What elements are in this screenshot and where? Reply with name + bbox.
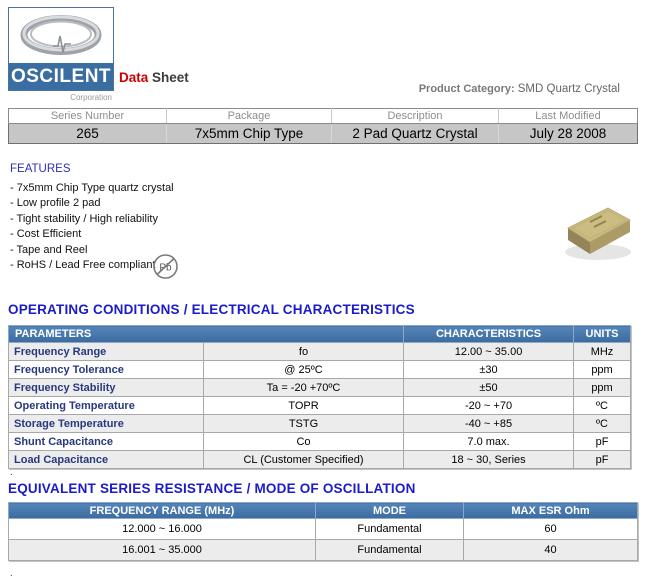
esr-mode: Fundamental <box>316 540 464 561</box>
info-value-row <box>9 124 638 144</box>
table-row <box>9 519 638 540</box>
product-category-label: Product Category: <box>418 83 515 95</box>
feature-item: - Tape and Reel <box>10 243 88 256</box>
table-row <box>9 343 631 361</box>
col-series-number: Series Number <box>9 109 167 124</box>
features-list <box>10 181 174 273</box>
spec-header-row <box>9 326 631 343</box>
table-row <box>9 361 631 379</box>
param-unit: ºC <box>574 415 631 433</box>
param-symbol: CL (Customer Specified) <box>204 451 404 469</box>
product-info-table <box>8 108 638 144</box>
col-description: Description <box>332 109 499 124</box>
param-unit: pF <box>574 433 631 451</box>
pb-free-icon <box>152 253 179 280</box>
param-value: ±30 <box>404 361 574 379</box>
separator-dot: . <box>10 467 13 478</box>
title-word-sheet: Sheet <box>152 70 189 85</box>
param-unit: MHz <box>574 343 631 361</box>
features-heading: FEATURES <box>10 163 71 175</box>
param-unit: ppm <box>574 379 631 397</box>
oscilent-ellipse-swoosh-icon <box>9 8 113 63</box>
param-name: Load Capacitance <box>9 451 204 469</box>
feature-item: - 7x5mm Chip Type quartz crystal <box>10 182 174 194</box>
separator-dot: . <box>10 568 13 579</box>
col-parameters: PARAMETERS <box>9 326 404 343</box>
smd-chip-photo <box>556 202 640 264</box>
param-name: Shunt Capacitance <box>9 433 204 451</box>
param-unit: pF <box>574 451 631 469</box>
page-title <box>119 70 189 85</box>
col-max-esr: MAX ESR Ohm <box>464 503 638 519</box>
col-characteristics: CHARACTERISTICS <box>404 326 574 343</box>
param-value: ±50 <box>404 379 574 397</box>
esr-max-value: 40 <box>464 540 638 561</box>
param-symbol: Co <box>204 433 404 451</box>
table-row <box>9 379 631 397</box>
param-symbol: TSTG <box>204 415 404 433</box>
feature-item: - RoHS / Lead Free compliant <box>10 258 156 271</box>
feature-item: - Cost Efficient <box>10 228 82 241</box>
series-number-value: 265 <box>9 124 167 144</box>
param-symbol: fo <box>204 343 404 361</box>
svg-text:Pb: Pb <box>159 262 172 274</box>
feature-item: - Low profile 2 pad <box>10 197 101 210</box>
param-unit: ºC <box>574 397 631 415</box>
param-symbol: TOPR <box>204 397 404 415</box>
last-modified-value: July 28 2008 <box>499 124 638 144</box>
param-symbol: Ta = -20 +70ºC <box>204 379 404 397</box>
col-units: UNITS <box>574 326 631 343</box>
param-value: 7.0 max. <box>404 433 574 451</box>
param-value: 12.00 ~ 35.00 <box>404 343 574 361</box>
logo-corporation-label: Corporation <box>70 93 112 102</box>
param-name: Frequency Range <box>9 343 204 361</box>
param-unit: ppm <box>574 361 631 379</box>
param-name: Operating Temperature <box>9 397 204 415</box>
col-mode: MODE <box>316 503 464 519</box>
esr-header-row <box>9 503 638 519</box>
param-value: -40 ~ +85 <box>404 415 574 433</box>
param-symbol: @ 25ºC <box>204 361 404 379</box>
table-row <box>9 540 638 561</box>
esr-frequency-range: 16.001 ~ 35.000 <box>9 540 316 561</box>
package-value: 7x5mm Chip Type <box>167 124 332 144</box>
logo-wordmark: OSCILENT <box>9 63 113 90</box>
param-name: Frequency Tolerance <box>9 361 204 379</box>
table-row <box>9 415 631 433</box>
param-name: Storage Temperature <box>9 415 204 433</box>
esr-frequency-range: 12.000 ~ 16.000 <box>9 519 316 540</box>
product-category <box>419 83 620 95</box>
col-last-modified: Last Modified <box>499 109 638 124</box>
param-value: -20 ~ +70 <box>404 397 574 415</box>
description-value: 2 Pad Quartz Crystal <box>332 124 499 144</box>
param-name: Frequency Stability <box>9 379 204 397</box>
info-header-row <box>9 109 638 124</box>
electrical-characteristics-table <box>8 325 631 469</box>
col-frequency-range: FREQUENCY RANGE (MHz) <box>9 503 316 519</box>
esr-mode-table <box>8 502 638 561</box>
esr-section-heading: EQUIVALENT SERIES RESISTANCE / MODE OF OSCILLATION <box>8 481 416 496</box>
table-row <box>9 397 631 415</box>
feature-item: - Tight stability / High reliability <box>10 212 158 225</box>
param-value: 18 ~ 30, Series <box>404 451 574 469</box>
title-word-data: Data <box>119 70 149 85</box>
esr-max-value: 60 <box>464 519 638 540</box>
oscilent-logo <box>8 7 114 91</box>
table-row <box>9 433 631 451</box>
table-row <box>9 451 631 469</box>
col-package: Package <box>167 109 332 124</box>
esr-mode: Fundamental <box>316 519 464 540</box>
product-category-value: SMD Quartz Crystal <box>517 83 620 95</box>
electrical-section-heading: OPERATING CONDITIONS / ELECTRICAL CHARACTERISTICS <box>8 302 415 317</box>
